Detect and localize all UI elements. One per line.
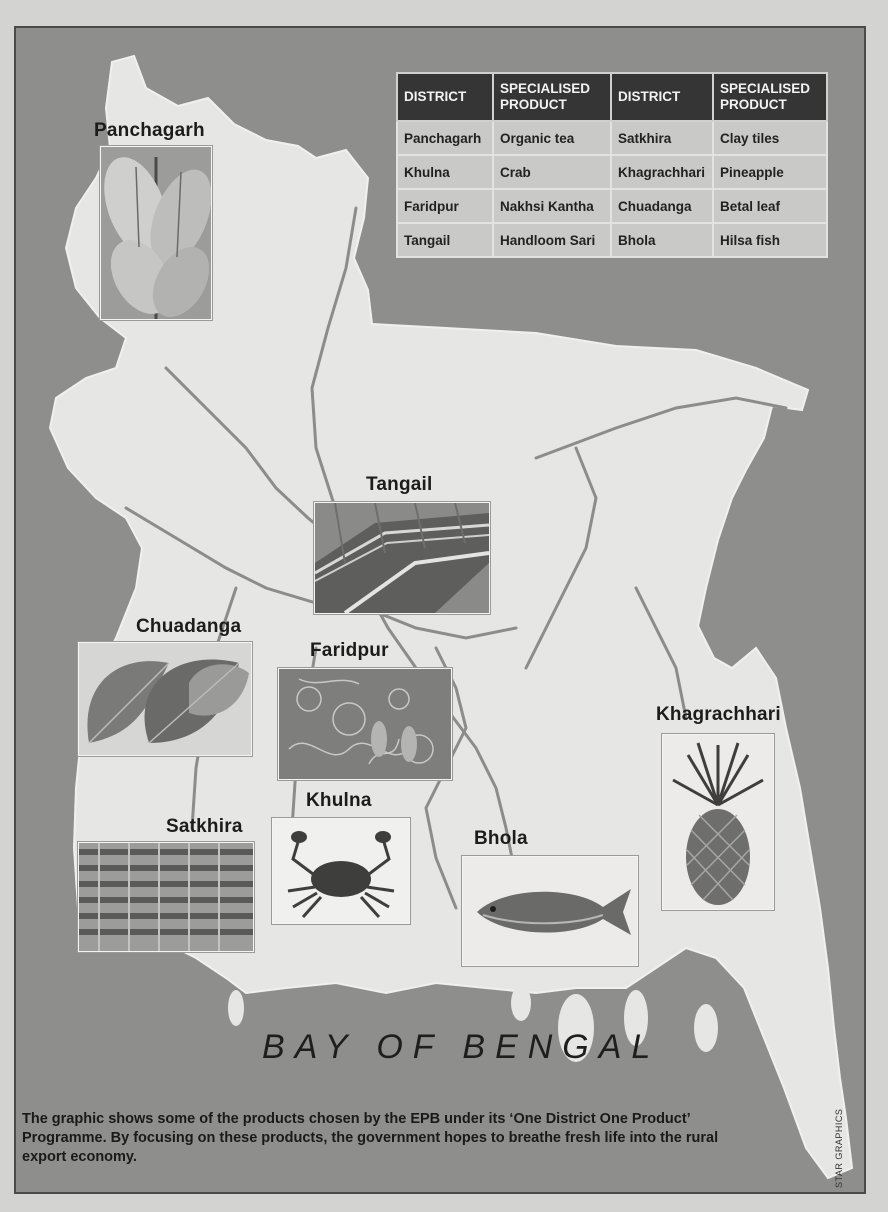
table-cell: Crab [493,155,611,189]
header-product-1: SPECIALISED PRODUCT [493,73,611,121]
table-header-row [397,73,827,121]
table-cell: Clay tiles [713,121,827,155]
table-cell: Organic tea [493,121,611,155]
label-khagrachhari: Khagrachhari [656,704,781,725]
bay-of-bengal-label: BAY OF BENGAL [262,1028,661,1066]
table-row [397,121,827,155]
table-cell: Khulna [397,155,493,189]
table-cell: Satkhira [611,121,713,155]
table-cell: Bhola [611,223,713,257]
table-cell: Betal leaf [713,189,827,223]
table-cell: Faridpur [397,189,493,223]
label-tangail: Tangail [366,474,433,495]
handloom-sari-image [314,502,490,614]
crab-image [272,818,410,924]
label-faridpur: Faridpur [310,640,389,661]
graphics-credit: STAR GRAPHICS [834,1108,844,1188]
pineapple-image [662,734,774,910]
table-cell: Hilsa fish [713,223,827,257]
table-cell: Chuadanga [611,189,713,223]
label-khulna: Khulna [306,790,372,811]
table-cell: Handloom Sari [493,223,611,257]
label-bhola: Bhola [474,828,528,849]
map-graphic [14,26,866,1194]
table-row [397,189,827,223]
caption-text: The graphic shows some of the products chosen by the EPB under its ‘One District One Product’ Programme. By focusing on these products, the government hopes to breathe fresh life into the rural export economy. [22,1111,719,1165]
tea-leaf-image [100,146,212,320]
district-product-table [396,72,828,258]
label-chuadanga: Chuadanga [136,616,242,637]
table-row [397,223,827,257]
header-product-2: SPECIALISED PRODUCT [713,73,827,121]
table-row [397,155,827,189]
hilsa-fish-image [462,856,638,966]
table-cell: Tangail [397,223,493,257]
table-cell: Nakhsi Kantha [493,189,611,223]
header-district-2: DISTRICT [611,73,713,121]
betel-leaf-image [78,642,252,756]
table-cell: Pineapple [713,155,827,189]
clay-tiles-image [78,842,254,952]
label-satkhira: Satkhira [166,816,243,837]
header-district-1: DISTRICT [397,73,493,121]
table-cell: Khagrachhari [611,155,713,189]
nakshi-kantha-image [278,668,452,780]
table-cell: Panchagarh [397,121,493,155]
label-panchagarh: Panchagarh [94,120,205,141]
